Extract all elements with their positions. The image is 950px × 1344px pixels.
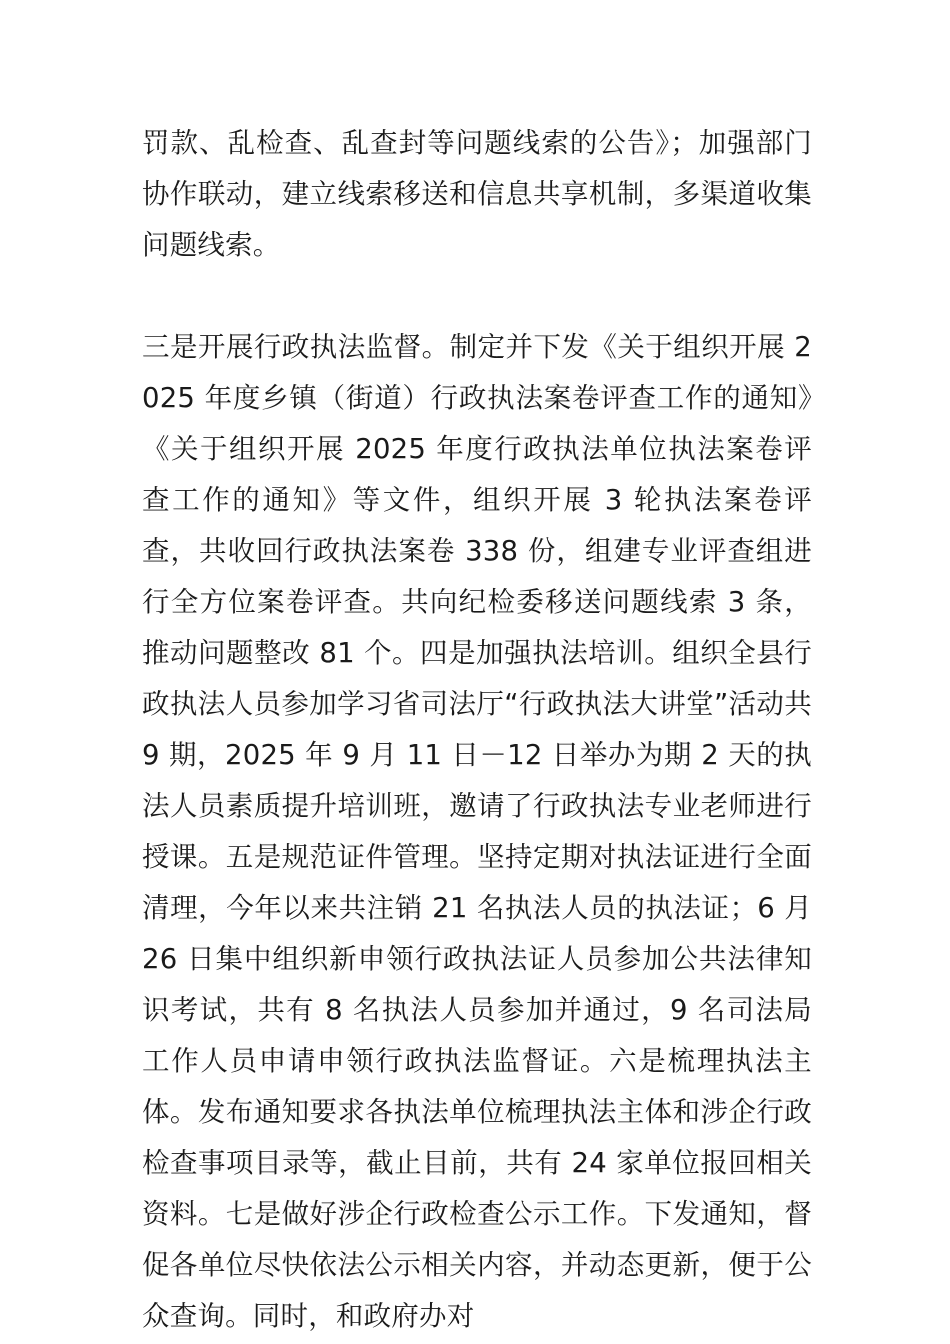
paragraph-clue-collection: 罚款、乱检查、乱查封等问题线索的公告》；加强部门协作联动，建立线索移送和信息共享机制，多渠道收集问题线索。	[142, 127, 812, 261]
document-body	[142, 118, 812, 1342]
paragraph-law-enforcement-supervision: 三是开展行政执法监督。制定并下发《关于组织开展 2025 年度乡镇（街道）行政执法案卷评查工作的通知》《关于组织开展 2025 年度行政执法单位执法案卷评查工作的通知》等文件，组织开展 3 轮执法案卷评查，共收回行政执法案卷 338 份，组建专业评查组进行全方位案卷评查。共向纪检委移送问题线索 3 条，推动问题整改 81 个。四是加强执法培训。组织全县行政执法人员参加学习省司法厅“行政执法大讲堂”活动共 9 期，2025 年 9 月 11 日－12 日举办为期 2 天的执法人员素质提升培训班，邀请了行政执法专业老师进行授课。五是规范证件管理。坚持定期对执法证进行全面清理，今年以来共注销 21 名执法人员的执法证；6 月 26 日集中组织新申领行政执法证人员参加公共法律知识考试，共有 8 名执法人员参加并通过，9 名司法局工作人员申请申领行政执法监督证。六是梳理执法主体。发布通知要求各执法单位梳理执法主体和涉企行政检查事项目录等，截止目前，共有 24 家单位报回相关资料。七是做好涉企行政检查公示工作。下发通知，督促各单位尽快依法公示相关内容，并动态更新，便于公众查询。同时，和政府办对	[142, 331, 812, 1332]
